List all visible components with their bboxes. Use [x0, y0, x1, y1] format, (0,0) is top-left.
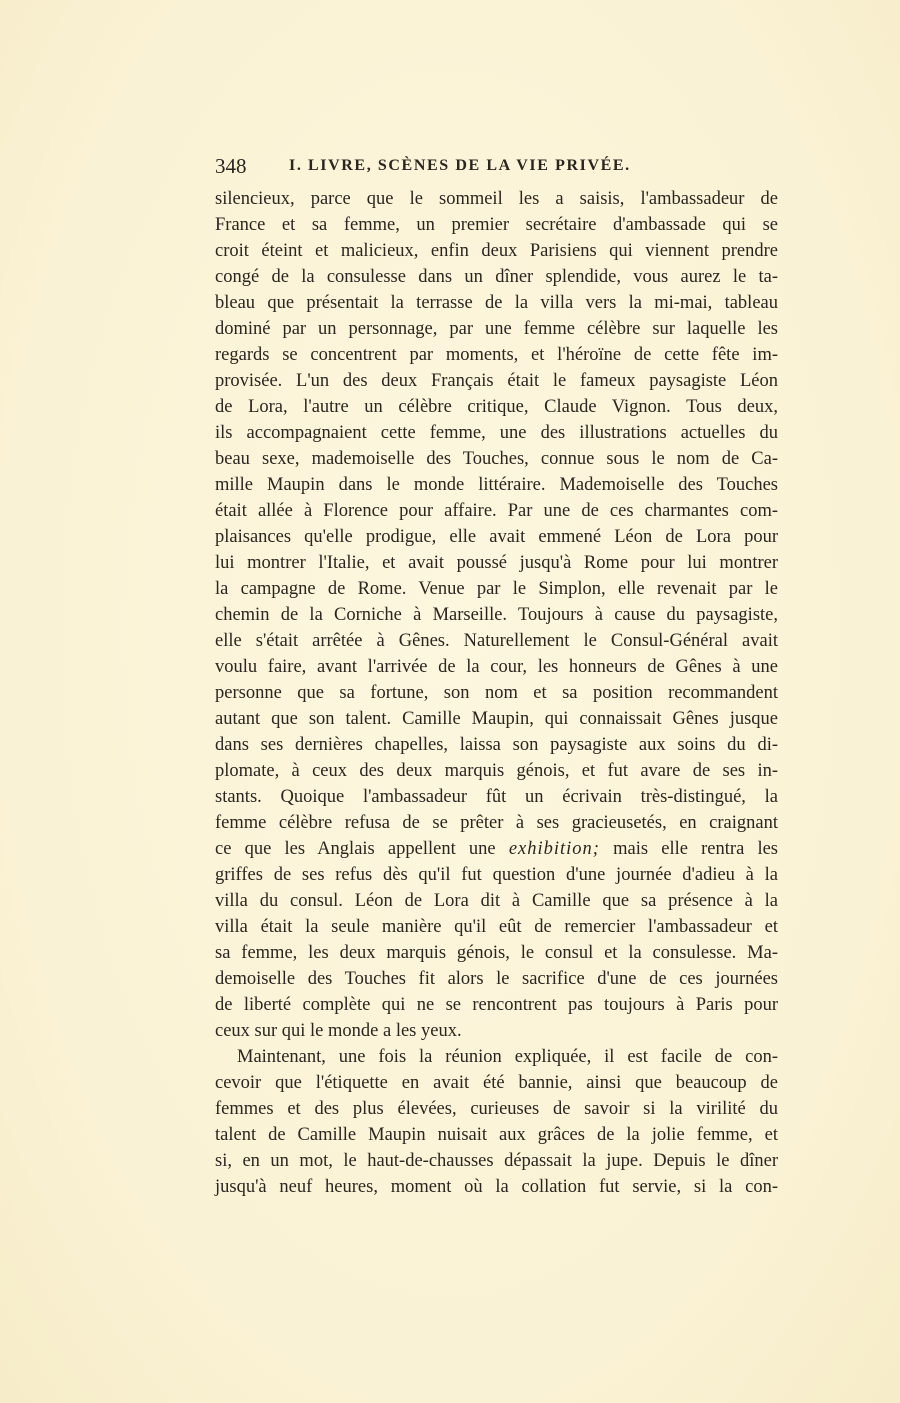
- text-line: stants. Quoique l'ambassadeur fût un écrivain très-distingué, la: [215, 787, 778, 807]
- text-line: cevoir que l'étiquette en avait été bannie, ainsi que beaucoup de: [215, 1073, 778, 1093]
- text-line: jusqu'à neuf heures, moment où la collation fut servie, si la con-: [215, 1177, 778, 1197]
- text-span: mais elle rentra les: [599, 839, 779, 859]
- text-line: provisée. L'un des deux Français était le fameux paysagiste Léon: [215, 371, 778, 391]
- text-line: voulu faire, avant l'arrivée de la cour, les honneurs de Gênes à une: [215, 657, 778, 677]
- text-line: de Lora, l'autre un célèbre critique, Claude Vignon. Tous deux,: [215, 397, 778, 417]
- text-line: femmes et des plus élevées, curieuses de savoir si la virilité du: [215, 1099, 778, 1119]
- text-line: elle s'était arrêtée à Gênes. Naturellement le Consul-Général avait: [215, 631, 778, 651]
- text-line: personne que sa fortune, son nom et sa position recommandent: [215, 683, 778, 703]
- text-line: ceux sur qui le monde a les yeux.: [215, 1021, 462, 1041]
- text-line: regards se concentrent par moments, et l'héroïne de cette fête im-: [215, 345, 778, 365]
- text-line: [215, 836, 778, 862]
- text-line: femme célèbre refusa de se prêter à ses gracieusetés, en craignant: [215, 813, 778, 833]
- text-line: sa femme, les deux marquis génois, le consul et la consulesse. Ma-: [215, 943, 778, 963]
- body-text: [215, 186, 778, 1200]
- text-line: talent de Camille Maupin nuisait aux grâces de la jolie femme, et: [215, 1125, 778, 1145]
- text-line: beau sexe, mademoiselle des Touches, connue sous le nom de Ca-: [215, 449, 778, 469]
- text-line: dominé par un personnage, par une femme célèbre sur laquelle les: [215, 319, 778, 339]
- text-line: lui montrer l'Italie, et avait poussé jusqu'à Rome pour lui montrer: [215, 553, 778, 573]
- text-line: était allée à Florence pour affaire. Par une de ces charmantes com-: [215, 501, 778, 521]
- page-header: [215, 154, 778, 184]
- text-line: villa était la seule manière qu'il eût de remercier l'ambassadeur et: [215, 917, 778, 937]
- text-line: France et sa femme, un premier secrétaire d'ambassade qui se: [215, 215, 778, 235]
- text-line: si, en un mot, le haut-de-chausses dépassait la jupe. Depuis le dîner: [215, 1151, 778, 1171]
- text-line: dans ses dernières chapelles, laissa son paysagiste aux soins du di-: [215, 735, 778, 755]
- text-line: de liberté complète qui ne se rencontrent pas toujours à Paris pour: [215, 995, 778, 1015]
- text-line: plaisances qu'elle prodigue, elle avait emmené Léon de Lora pour: [215, 527, 778, 547]
- text-line: silencieux, parce que le sommeil les a saisis, l'ambassadeur de: [215, 189, 778, 209]
- text-span: ce que les Anglais appellent une: [215, 839, 509, 859]
- text-line: Maintenant, une fois la réunion expliquée, il est facile de con-: [237, 1047, 778, 1067]
- text-line: chemin de la Corniche à Marseille. Toujours à cause du paysagiste,: [215, 605, 778, 625]
- text-line: congé de la consulesse dans un dîner splendide, vous aurez le ta-: [215, 267, 778, 287]
- text-line: villa du consul. Léon de Lora dit à Camille que sa présence à la: [215, 891, 778, 911]
- page-number: 348: [215, 154, 247, 178]
- text-line: bleau que présentait la terrasse de la villa vers la mi-mai, tableau: [215, 293, 778, 313]
- text-line: demoiselle des Touches fit alors le sacrifice d'une de ces journées: [215, 969, 778, 989]
- text-line: griffes de ses refus dès qu'il fut question d'une journée d'adieu à la: [215, 865, 778, 885]
- text-line: mille Maupin dans le monde littéraire. Mademoiselle des Touches: [215, 475, 778, 495]
- text-line: autant que son talent. Camille Maupin, qui connaissait Gênes jusque: [215, 709, 778, 729]
- running-title: I. LIVRE, SCÈNES DE LA VIE PRIVÉE.: [289, 157, 631, 174]
- italic-word: exhibition;: [508, 839, 600, 859]
- text-line: la campagne de Rome. Venue par le Simplon, elle revenait par le: [215, 579, 778, 599]
- text-line: croit éteint et malicieux, enfin deux Parisiens qui viennent prendre: [215, 241, 778, 261]
- text-line: ils accompagnaient cette femme, une des illustrations actuelles du: [215, 423, 778, 443]
- text-line: plomate, à ceux des deux marquis génois, et fut avare de ses in-: [215, 761, 778, 781]
